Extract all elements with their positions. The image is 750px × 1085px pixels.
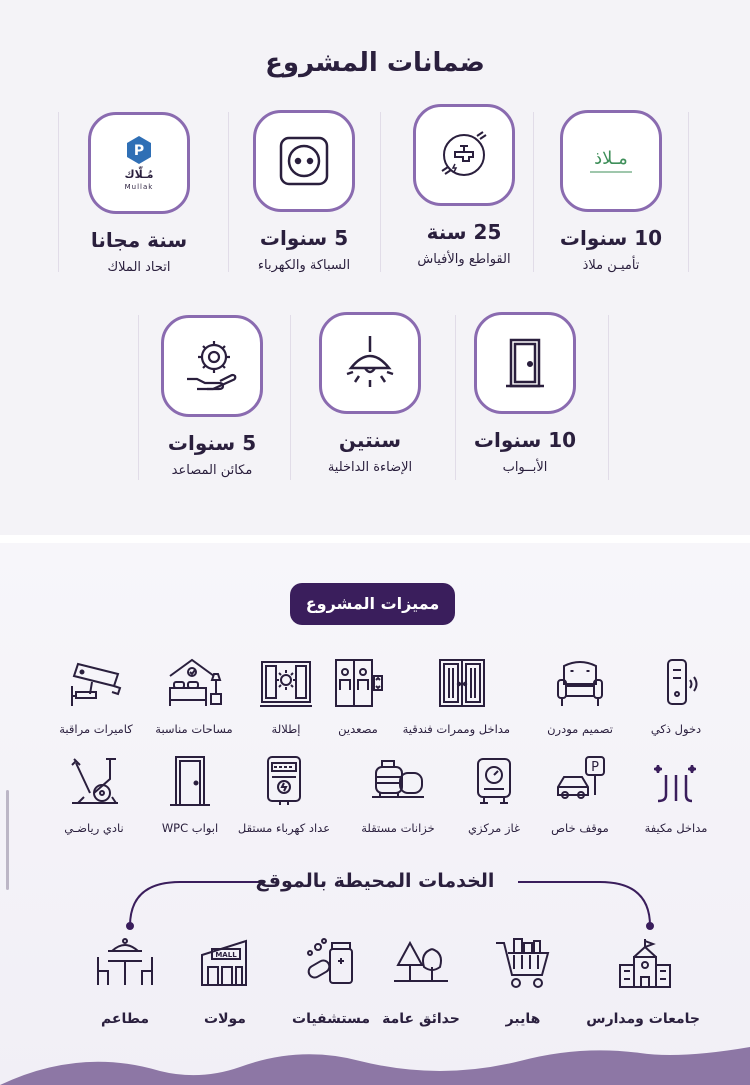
smart-lock-icon: [646, 656, 706, 712]
service-label: هايبر: [505, 1011, 541, 1027]
feature-wpc-doors: [142, 755, 238, 835]
feature-ac-entrances: [628, 755, 724, 835]
elevator-icon: [328, 656, 388, 712]
mullak-logo-icon: [88, 112, 190, 214]
feature-electric-meter: [236, 755, 332, 835]
water-tank-icon: [368, 755, 428, 811]
double-door-icon: [432, 656, 492, 712]
guarantee-plumbing: [229, 110, 379, 273]
guarantee-label: الإضاءة الداخلية: [327, 460, 413, 475]
guarantee-label: الأبــواب: [502, 460, 548, 475]
feature-label: مداخل وممرات فندقية: [402, 722, 510, 736]
feature-spaces: [146, 656, 242, 736]
guarantee-label: تأميـن ملاذ: [582, 258, 640, 273]
school-icon: [614, 935, 676, 993]
feature-hotel-entrances: [402, 656, 510, 736]
guarantee-owners: [64, 112, 214, 275]
service-schools: [586, 935, 700, 1027]
gear-hand-icon: [161, 315, 263, 417]
service-label: مطاعم: [100, 1011, 150, 1027]
security-camera-icon: [66, 656, 126, 712]
feature-label: غاز مركزي: [467, 821, 521, 835]
window-view-icon: [256, 656, 316, 712]
guarantee-label: اتحاد الملاك: [107, 260, 171, 275]
feature-label: تصميم مودرن: [547, 722, 613, 736]
feature-label: كاميرات مراقبة: [59, 722, 133, 736]
feature-label: نادي رياضـي: [64, 821, 124, 835]
guarantee-breakers: [389, 104, 539, 267]
feature-label: عداد كهرباء مستقل: [237, 821, 331, 835]
mall-icon: [194, 935, 256, 993]
service-label: حدائق عامة: [382, 1011, 460, 1027]
svg-text:مُـلّاك: مُـلّاك: [124, 168, 154, 181]
guarantee-value: 25 سنة: [426, 220, 502, 244]
guarantee-elevators: [137, 315, 287, 478]
service-label: مولات: [204, 1011, 246, 1027]
bottom-wave: [0, 1045, 750, 1085]
divider: [688, 112, 689, 272]
armchair-icon: [550, 656, 610, 712]
service-label: جامعات ومدارس: [586, 1011, 700, 1027]
ac-snow-icon: [646, 755, 706, 811]
plug-faucet-icon: [413, 104, 515, 206]
guarantee-lighting: [295, 312, 445, 475]
malath-logo-icon: [560, 110, 662, 212]
guarantee-value: سنة مجانا: [90, 228, 188, 252]
guarantee-value: 5 سنوات: [259, 226, 349, 250]
medicine-icon: [300, 935, 362, 993]
svg-text:P: P: [591, 760, 599, 775]
divider: [58, 112, 59, 272]
service-hospitals: [276, 935, 386, 1027]
feature-cameras: [48, 656, 144, 736]
feature-label: موقف خاص: [551, 821, 609, 835]
service-label: مستشفيات: [292, 1011, 370, 1027]
gas-meter-icon: [464, 755, 524, 811]
divider: [380, 112, 381, 272]
pendant-lamp-icon: [319, 312, 421, 414]
guarantee-value: 10 سنوات: [473, 428, 577, 452]
feature-label: إطلالة: [271, 722, 301, 736]
divider: [608, 315, 609, 480]
svg-text:Mullak: Mullak: [124, 183, 154, 191]
guarantee-malath: [536, 110, 686, 273]
guarantee-value: 5 سنوات: [167, 431, 257, 455]
feature-central-gas: [446, 755, 542, 835]
service-hyper: [468, 935, 578, 1027]
wpc-door-icon: [160, 755, 220, 811]
shopping-cart-icon: [492, 935, 554, 993]
guarantees-card: [0, 0, 750, 535]
guarantees-title: ضمانات المشروع: [265, 48, 485, 78]
feature-parking: [532, 755, 628, 835]
feature-tanks: [350, 755, 446, 835]
guarantee-value: 10 سنوات: [559, 226, 663, 250]
feature-smart-entry: [628, 656, 724, 736]
svg-text:MALL: MALL: [215, 951, 237, 959]
restaurant-icon: [94, 935, 156, 993]
trees-icon: [390, 935, 452, 993]
feature-label: مساحات مناسبة: [155, 722, 233, 736]
guarantee-label: القواطع والأفياش: [417, 252, 511, 267]
feature-label: دخول ذكي: [650, 722, 702, 736]
feature-label: مداخل مكيفة: [644, 821, 708, 835]
socket-icon: [253, 110, 355, 212]
service-malls: [170, 935, 280, 1027]
svg-text:مـلاذ: مـلاذ: [594, 148, 628, 169]
services-title: الخدمات المحيطة بالموقع: [255, 870, 495, 892]
feature-gym: [46, 755, 142, 835]
features-title: مميزات المشروع: [290, 583, 455, 625]
electric-meter-icon: [254, 755, 314, 811]
guarantee-label: مكائن المصاعد: [171, 463, 253, 478]
feature-label: خزانات مستقلة: [361, 821, 435, 835]
feature-view: [238, 656, 334, 736]
svg-text:P: P: [133, 143, 145, 159]
exercise-bike-icon: [64, 755, 124, 811]
guarantee-value: سنتين: [338, 428, 402, 452]
bedroom-icon: [164, 656, 224, 712]
guarantee-doors: [450, 312, 600, 475]
service-restaurants: [70, 935, 180, 1027]
divider: [290, 315, 291, 480]
feature-modern: [532, 656, 628, 736]
feature-label: مصعدين: [338, 722, 378, 736]
guarantee-label: السباكة والكهرباء: [257, 258, 351, 273]
door-icon: [474, 312, 576, 414]
parking-car-icon: [550, 755, 610, 811]
feature-label: ابواب WPC: [161, 821, 219, 835]
